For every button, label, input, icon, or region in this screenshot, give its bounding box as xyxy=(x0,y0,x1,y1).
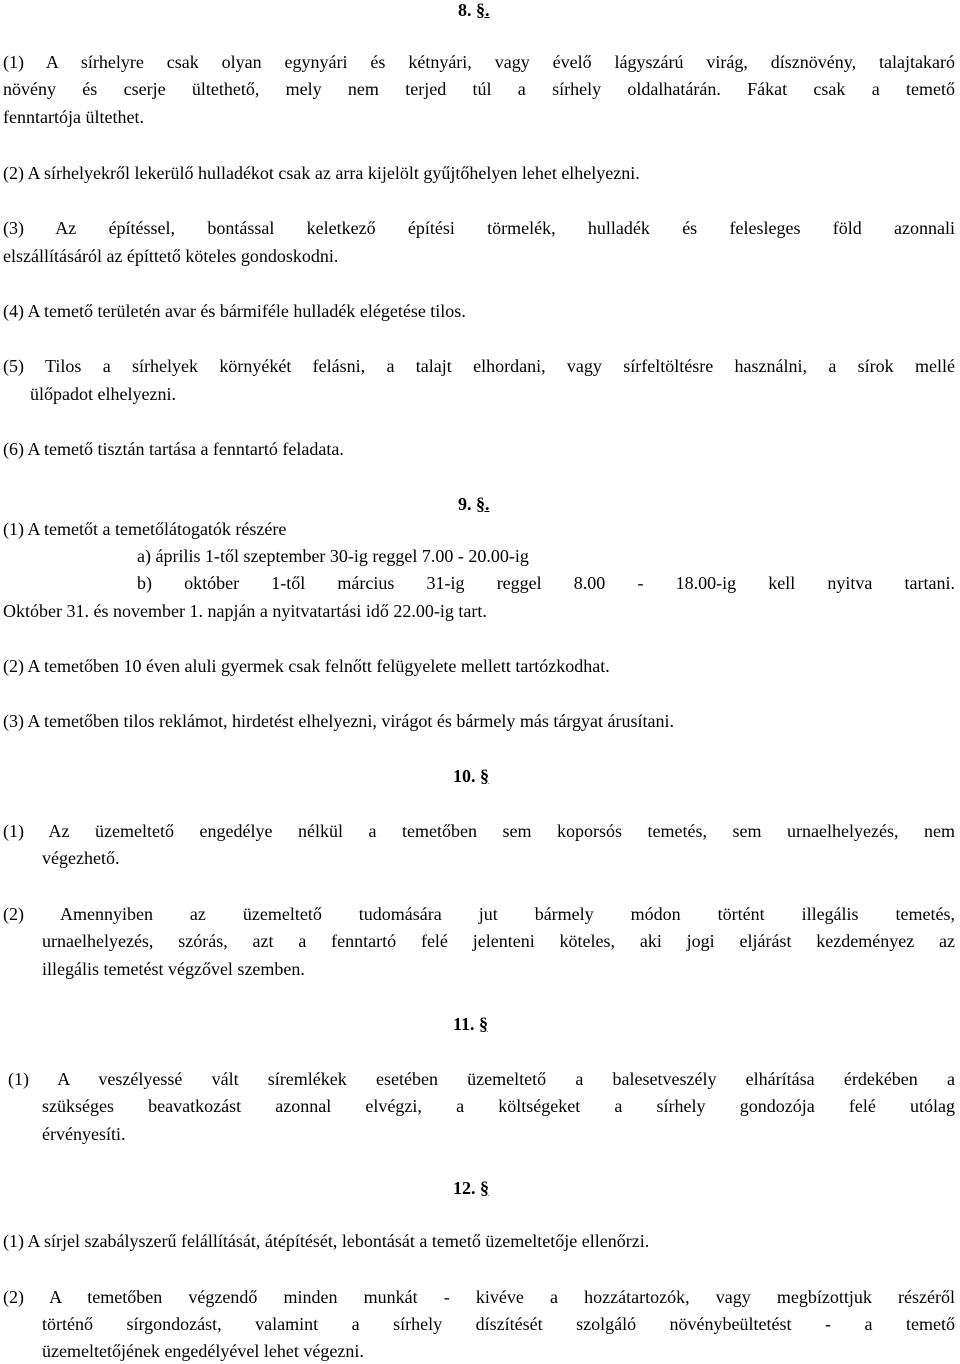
section-sign: §. xyxy=(476,494,490,514)
s8-p1-line3: fenntartója ültethet. xyxy=(3,107,144,127)
section-sign: § xyxy=(479,1014,489,1034)
s10-p1-line1: (1) Az üzemeltető engedélye nélkül a temetőben sem koporsós temetés, sem urnaelhelyezés, nem xyxy=(3,821,955,841)
s8-p3-line2: elszállításáról az építtető köteles gondoskodni. xyxy=(3,246,339,266)
s10-p2-line2: urnaelhelyezés, szórás, azt a fenntartó felé jelenteni köteles, aki jogi eljárást kezdeményez az xyxy=(42,931,955,951)
s8-p1-line2: növény és cserje ültethető, mely nem terjed túl a sírhely oldalhatárán. Fákat csak a temető xyxy=(3,79,955,99)
section-12-heading: 12. § xyxy=(453,1178,489,1198)
s8-p5-line1: (5) Tilos a sírhelyek környékét felásni, a talajt elhordani, vagy sírfeltöltésre használni, a sírok mellé xyxy=(3,356,955,376)
section-10-heading: 10. § xyxy=(453,766,489,786)
section-sign: § xyxy=(480,1178,489,1198)
s12-p2-line2: történő sírgondozást, valamint a sírhely díszítését szolgáló növénybeültetést - a temető xyxy=(42,1314,955,1334)
s11-p1-line2: szükséges beavatkozást azonnal elvégzi, a költségeket a sírhely gondozója felé utólag xyxy=(42,1096,955,1116)
s9-p1: (1) A temetőt a temetőlátogatók részére xyxy=(3,519,287,539)
section-sign: § xyxy=(480,766,489,786)
section-11-heading: 11. § xyxy=(453,1014,489,1034)
s8-p3-line1: (3) Az építéssel, bontással keletkező építési törmelék, hulladék és felesleges föld azonnali xyxy=(3,218,955,238)
s10-p2-line1: (2) Amennyiben az üzemeltető tudomására jut bármely módon történt illegális temetés, xyxy=(3,904,955,924)
s9-p1-tail: Október 31. és november 1. napján a nyitvatartási idő 22.00-ig tart. xyxy=(3,601,487,621)
s10-p2-line3: illegális temetést végzővel szemben. xyxy=(42,959,305,979)
s11-p1-line1: (1) A veszélyessé vált síremlékek esetében üzemeltető a balesetveszély elhárítása érdekében a xyxy=(8,1069,955,1089)
s12-p2-line3: üzemeltetőjének engedélyével lehet végezni. xyxy=(42,1341,364,1361)
section-8-heading: 8. §. xyxy=(458,0,490,20)
s8-p2: (2) A sírhelyekről lekerülő hulladékot csak az arra kijelölt gyűjtőhelyen lehet elhelyezni. xyxy=(3,163,640,183)
s9-item-b: b) október 1-től március 31-ig reggel 8.00 - 18.00-ig kell nyitva tartani. xyxy=(137,573,955,593)
s8-p1-line1: (1) A sírhelyre csak olyan egynyári és kétnyári, vagy évelő lágyszárú virág, dísznövény, talajtakaró xyxy=(3,52,955,72)
s8-p4: (4) A temető területén avar és bármiféle hulladék elégetése tilos. xyxy=(3,301,466,321)
s12-p2-line1: (2) A temetőben végzendő minden munkát - kivéve a hozzátartozók, vagy megbízottjuk részéről xyxy=(3,1287,955,1307)
s9-p2: (2) A temetőben 10 éven aluli gyermek csak felnőtt felügyelete mellett tartózkodhat. xyxy=(3,656,610,676)
s8-p5-line2: ülőpadot elhelyezni. xyxy=(30,384,176,404)
s9-p3: (3) A temetőben tilos reklámot, hirdetést elhelyezni, virágot és bármely más tárgyat árusítani. xyxy=(3,711,674,731)
section-sign: §. xyxy=(476,0,490,20)
s10-p1-line2: végezhető. xyxy=(42,848,120,868)
s9-item-a: a) április 1-től szeptember 30-ig reggel 7.00 - 20.00-ig xyxy=(137,546,529,566)
section-9-heading: 9. §. xyxy=(458,494,490,514)
s8-p6: (6) A temető tisztán tartása a fenntartó feladata. xyxy=(3,439,344,459)
s12-p1: (1) A sírjel szabályszerű felállítását, átépítését, lebontását a temető üzemeltetője ellenőrzi. xyxy=(3,1231,650,1251)
s11-p1-line3: érvényesíti. xyxy=(42,1124,126,1144)
